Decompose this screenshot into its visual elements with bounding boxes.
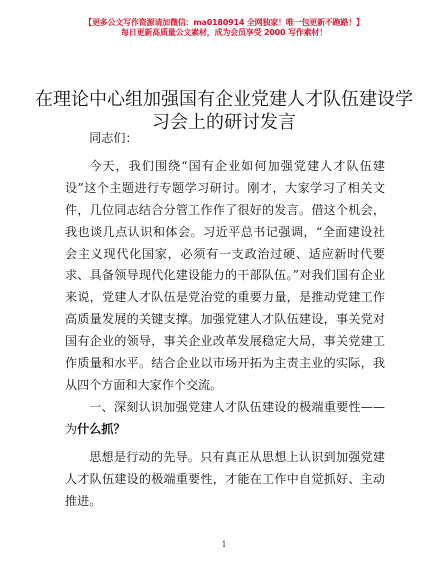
section-heading-1-main: 一、深刻认识加强党建人才队伍建设的极端重要性——为	[65, 399, 385, 436]
page-number: 1	[221, 540, 227, 549]
greeting: 同志们：	[89, 131, 138, 145]
section-heading-1	[65, 397, 385, 441]
banner-line-1: 【更多公文写作资源请加微信：ma0180914 全网独家！唯一包更新不跑路！】	[84, 18, 364, 27]
header-banner	[0, 18, 448, 38]
section-heading-1-question: 什么抓？	[77, 421, 126, 436]
paragraph-thought: 思想是行动的先导。只有真正从思想上认识到加强党建人才队伍建设的极端重要性，才能在工作中自觉抓好、主动推进。	[65, 449, 385, 508]
document-title: 在理论中心组加强国有企业党建人才队伍建设学习会上的研讨发言	[35, 89, 413, 133]
document-body	[65, 128, 385, 512]
banner-line-2: 每日更新高质量公文素材，成为会员享受 2000 写作素材！	[120, 28, 328, 37]
paragraph-intro: 今天，我们围绕“国有企业如何加强党建人才队伍建设”这个主题进行专题学习研讨。刚才，大家学习了相关文件，几位同志结合分管工作作了很好的发言。借这个机会，我也谈几点认识和体会。习近平总书记强调，“全面建设社会主义现代化国家，必须有一支政治过硬、适应新时代要求、具备领导现代化建设能力的干部队伍。”对我们国有企业来说，党建人才队伍是党治党的重要力量，是推动党建工作高质量发展的关键支撑。加强党建人才队伍建设，事关党对国有企业的领导，事关企业改革发展稳定大局，事关党建工作质量和水平。结合企业以市场开拓为主责主业的实际，我从四个方面和大家作个交流。	[65, 158, 385, 392]
